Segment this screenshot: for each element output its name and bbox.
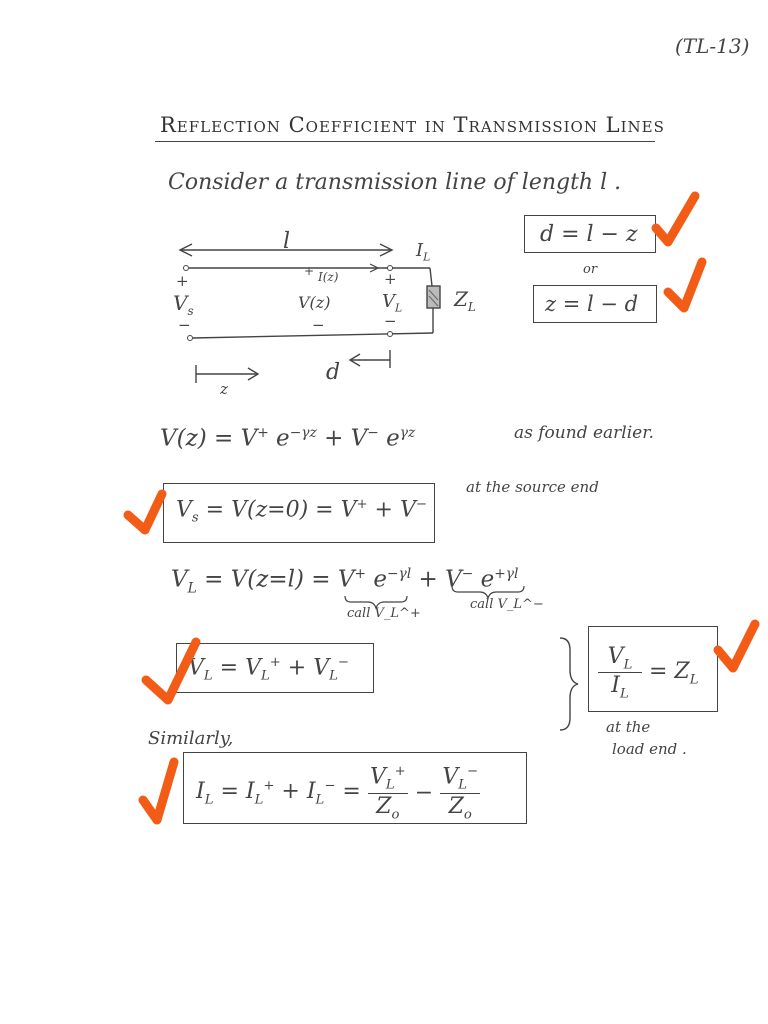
note-source-end: at the source end	[466, 478, 599, 496]
check-mark-icon	[146, 642, 196, 700]
plus-source: +	[176, 272, 189, 290]
load-voltage-symbol: V	[382, 291, 395, 312]
minus-load: −	[384, 312, 397, 330]
load-impedance-symbol: Z	[454, 287, 468, 311]
minus-mid: −	[312, 316, 325, 334]
call-vl-minus: call V_L^−	[470, 597, 544, 612]
eq-ratio: $\frac{V_L}{I_L}$ = $Z_L$	[598, 644, 698, 702]
note-load-1: at the	[606, 718, 651, 736]
check-mark-icon	[128, 494, 162, 530]
source-voltage-symbol: V	[173, 291, 188, 315]
ratio-denominator: $I_L$	[611, 673, 629, 702]
minus-source: −	[178, 316, 191, 334]
load-voltage-sub: L	[395, 301, 403, 315]
page-label: (TL-13)	[675, 34, 750, 58]
check-mark-icon	[143, 762, 174, 820]
vz-label: V(z)	[298, 293, 331, 312]
check-mark-icon	[656, 196, 695, 242]
relation-or: or	[583, 262, 598, 277]
eq-vs: $V_s = V(z=0) = V^+ + V^-$	[176, 497, 427, 526]
note-load-2: load end .	[612, 740, 687, 758]
page-title: Reflection Coefficient in Transmission Lines	[160, 113, 665, 137]
z-axis-label: z	[220, 380, 228, 398]
eq-il: $I_L = I_L^+ + I_L^-$ = $\frac{V_L^+}{Z_o}$ − $\frac{V_L^-}{Z_o}$	[196, 764, 480, 822]
iz-label: I(z)	[318, 270, 339, 284]
load-current-sub: L	[423, 250, 431, 264]
check-mark-icon	[668, 262, 702, 308]
load-impedance-sub: L	[467, 300, 476, 314]
call-vl-plus: call V_L^+	[347, 606, 421, 621]
plus-mid: +	[304, 264, 315, 278]
eq-vl-full: $V_L = V(z=l) = V^+$ $e^{-\gamma l} + V^-$ $e^{+\gamma l}$	[171, 566, 519, 597]
d-axis-label: d	[326, 360, 341, 385]
load-current-symbol: I	[416, 240, 424, 261]
check-mark-icon	[718, 624, 755, 668]
relation-z: z = l − d	[545, 292, 639, 316]
source-voltage-sub: s	[187, 304, 194, 318]
note-found-earlier: as found earlier.	[514, 423, 654, 443]
similarly-text: Similarly,	[148, 728, 234, 749]
eq-vl: $V_L = V_L^+ + V_L^-$	[188, 655, 349, 684]
length-label: l	[283, 229, 291, 254]
ratio-numerator: $V_L$	[607, 644, 633, 673]
eq-vz: V(z) = V+ $e^{-\gamma z} + V^-$ $e^{\gamma z}$	[160, 425, 416, 452]
relation-d: d = l − z	[540, 222, 638, 247]
plus-load: +	[384, 270, 397, 288]
intro-text: Consider a transmission line of length l .	[168, 170, 622, 195]
